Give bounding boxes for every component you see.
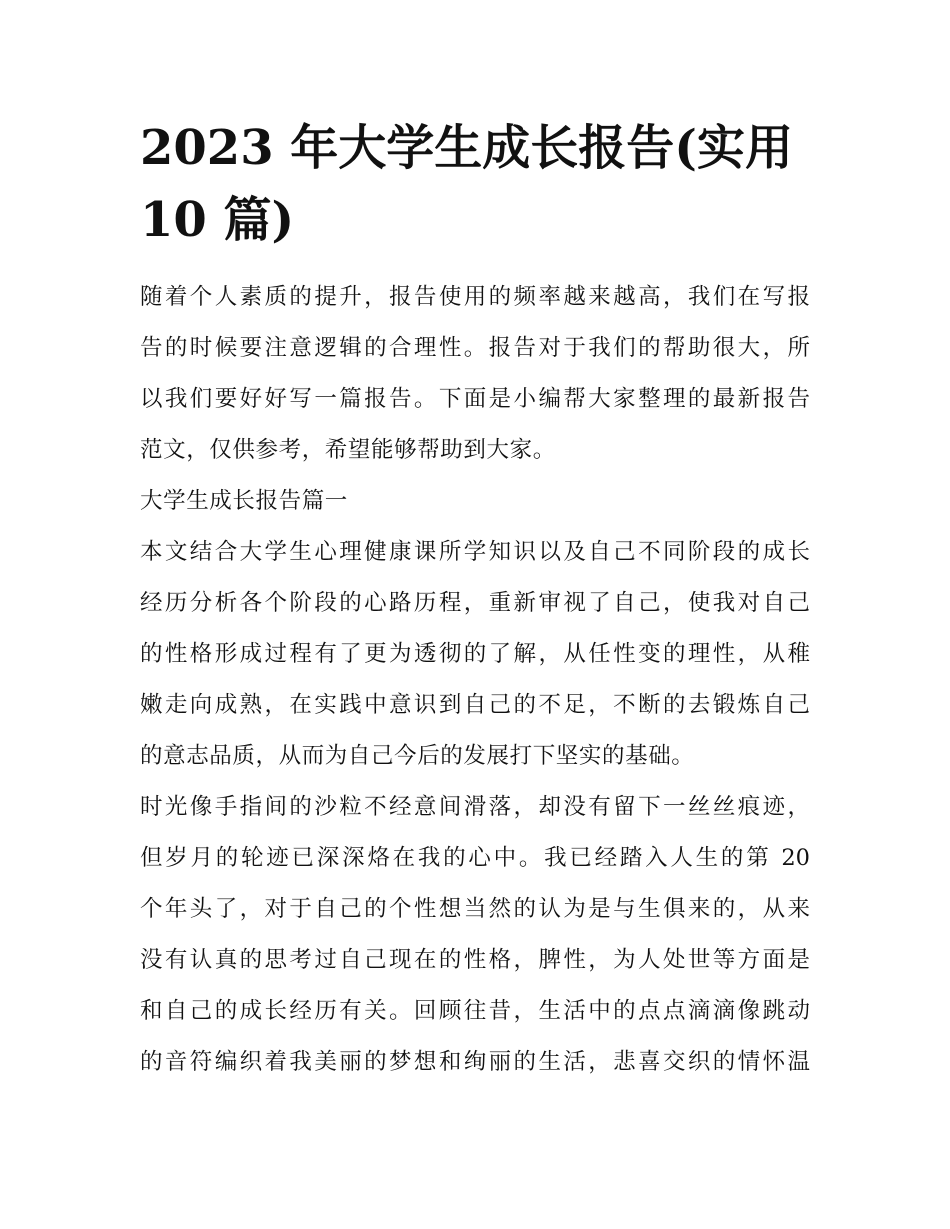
text-line: 的意志品质，从而为自己今后的发展打下坚实的基础。 (140, 743, 695, 769)
text-line: 本文结合大学生心理健康课所学知识以及自己不同阶段的成长 (140, 539, 810, 565)
section-heading: 大学生成长报告篇一 (140, 488, 348, 514)
text-line: 个年头了，对于自己的个性想当然的认为是与生俱来的，从来 (140, 896, 810, 922)
text-line: 嫩走向成熟，在实践中意识到自己的不足，不断的去锻炼自己 (140, 692, 810, 718)
text-line: 但岁月的轮迹已深深烙在我的心中。我已经踏入人生的第 20 (140, 845, 810, 871)
text-line: 的音符编织着我美丽的梦想和绚丽的生活，悲喜交织的情怀温 (140, 1049, 810, 1075)
text-line: 随着个人素质的提升，报告使用的频率越来越高，我们在写报 (140, 284, 810, 310)
text-line: 范文，仅供参考，希望能够帮助到大家。 (140, 437, 556, 463)
text-line: 经历分析各个阶段的心路历程，重新审视了自己，使我对自己 (140, 590, 810, 616)
page-title (140, 112, 810, 256)
text-line: 没有认真的思考过自己现在的性格，脾性，为人处世等方面是 (140, 947, 810, 973)
text-line: 的性格形成过程有了更为透彻的了解，从任性变的理性，从稚 (140, 641, 810, 667)
text-line: 以我们要好好写一篇报告。下面是小编帮大家整理的最新报告 (140, 386, 810, 412)
text-line: 和自己的成长经历有关。回顾往昔，生活中的点点滴滴像跳动 (140, 998, 810, 1024)
text-line: 时光像手指间的沙粒不经意间滑落，却没有留下一丝丝痕迹， (140, 794, 810, 820)
title-line: 2023 年大学生成长报告(实用 (140, 120, 794, 176)
text-line: 告的时候要注意逻辑的合理性。报告对于我们的帮助很大，所 (140, 335, 810, 361)
document-body (140, 272, 810, 1088)
title-line: 10 篇) (140, 192, 295, 248)
